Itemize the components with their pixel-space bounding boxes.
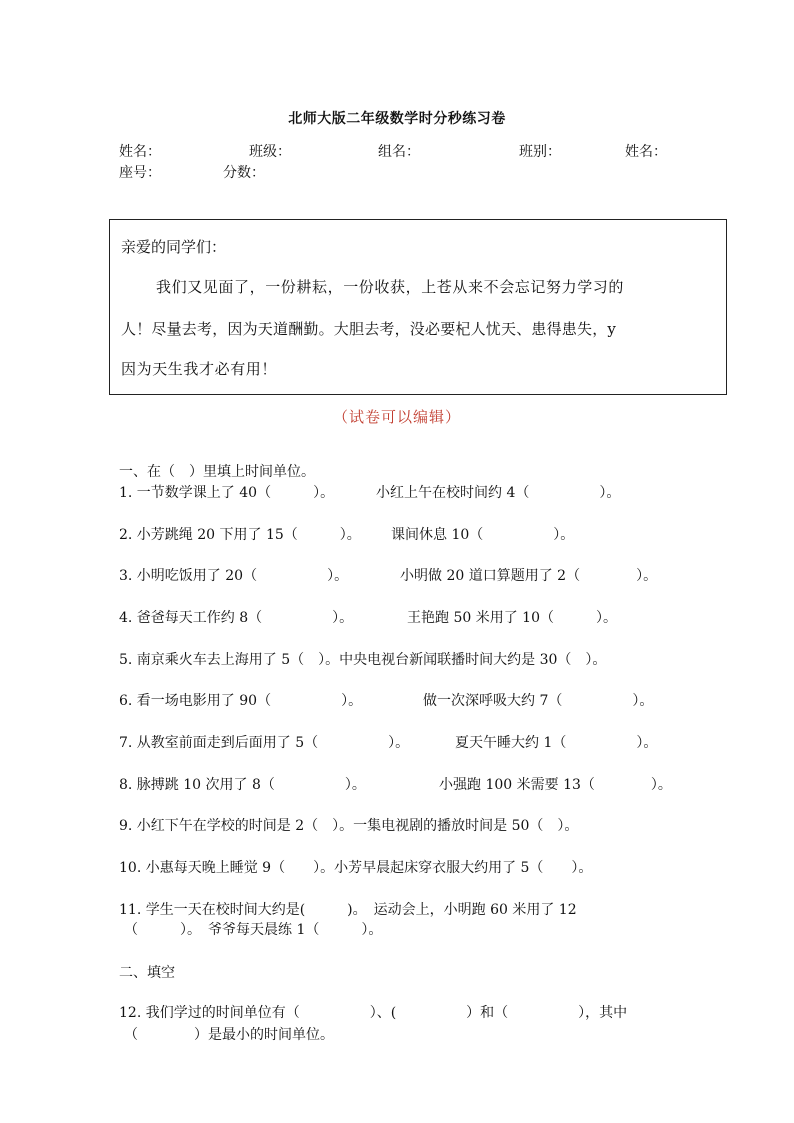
question-3a: 3. 小明吃饭用了 20（ ）。 [119,568,349,584]
question-7b: 夏天午睡大约 1（ ）。 [455,735,658,751]
group-label: 组名： [378,144,420,160]
class-label: 班级： [249,144,291,160]
notice-box [109,219,727,395]
question-10: 10. 小惠每天晚上睡觉 9（ ）。小芳早晨起床穿衣服大约用了 5（ ）。 [119,860,593,876]
notice-line-2: 人！尽量去考，因为天道酬勤。大胆去考，没必要杞人忧天、患得患失，y [121,320,617,338]
section-1-title: 一、在（ ）里填上时间单位。 [119,464,315,480]
question-12-line-2: （ ）是最小的时间单位。 [124,1027,334,1043]
question-4a: 4. 爸爸每天工作约 8（ ）。 [119,610,354,626]
section-2-title: 二、填空 [119,965,175,981]
question-8b: 小强跑 100 米需要 13（ ）。 [439,777,672,793]
notice-greeting: 亲爱的同学们： [121,238,227,256]
question-6a: 6. 看一场电影用了 90（ ）。 [119,693,363,709]
question-3b: 小明做 20 道口算题用了 2（ ）。 [400,568,658,584]
question-2a: 2. 小芳跳绳 20 下用了 15（ ）。 [119,527,361,543]
question-7a: 7. 从教室前面走到后面用了 5（ ）。 [119,735,410,751]
question-1b: 小红上午在校时间约 4（ ）。 [376,485,621,501]
name-label: 姓名： [119,144,161,160]
question-8a: 8. 脉搏跳 10 次用了 8（ ）。 [119,777,366,793]
question-5: 5. 南京乘火车去上海用了 5（ ）。中央电视台新闻联播时间大约是 30（ ）。 [119,652,607,668]
question-6b: 做一次深呼吸大约 7（ ）。 [423,693,654,709]
category-label: 班别： [519,144,561,160]
question-4b: 王艳跑 50 米用了 10（ ）。 [407,610,617,626]
score-label: 分数： [223,165,265,181]
notice-line-1: 我们又见面了，一份耕耘，一份收获，上苍从来不会忘记努力学习的 [156,278,625,296]
question-2b: 课间休息 10（ ）。 [391,527,575,543]
name2-label: 姓名： [625,144,667,160]
notice-line-3: 因为天生我才必有用！ [121,360,278,378]
question-11-line-1: 11. 学生一天在校时间大约是( )。 运动会上，小明跑 60 米用了 12 [119,902,577,918]
question-11-line-2: （ ）。 爷爷每天晨练 1（ ）。 [124,922,383,938]
question-12-line-1: 12. 我们学过的时间单位有（ ）、( ）和（ ），其中 [119,1005,628,1021]
page-title: 北师大版二年级数学时分秒练习卷 [288,111,506,127]
editable-note: （试卷可以编辑） [332,408,461,426]
question-1a: 1. 一节数学课上了 40（ ）。 [119,485,335,501]
question-9: 9. 小红下午在学校的时间是 2（ ）。一集电视剧的播放时间是 50（ ）。 [119,818,579,834]
seat-label: 座号： [119,165,161,181]
